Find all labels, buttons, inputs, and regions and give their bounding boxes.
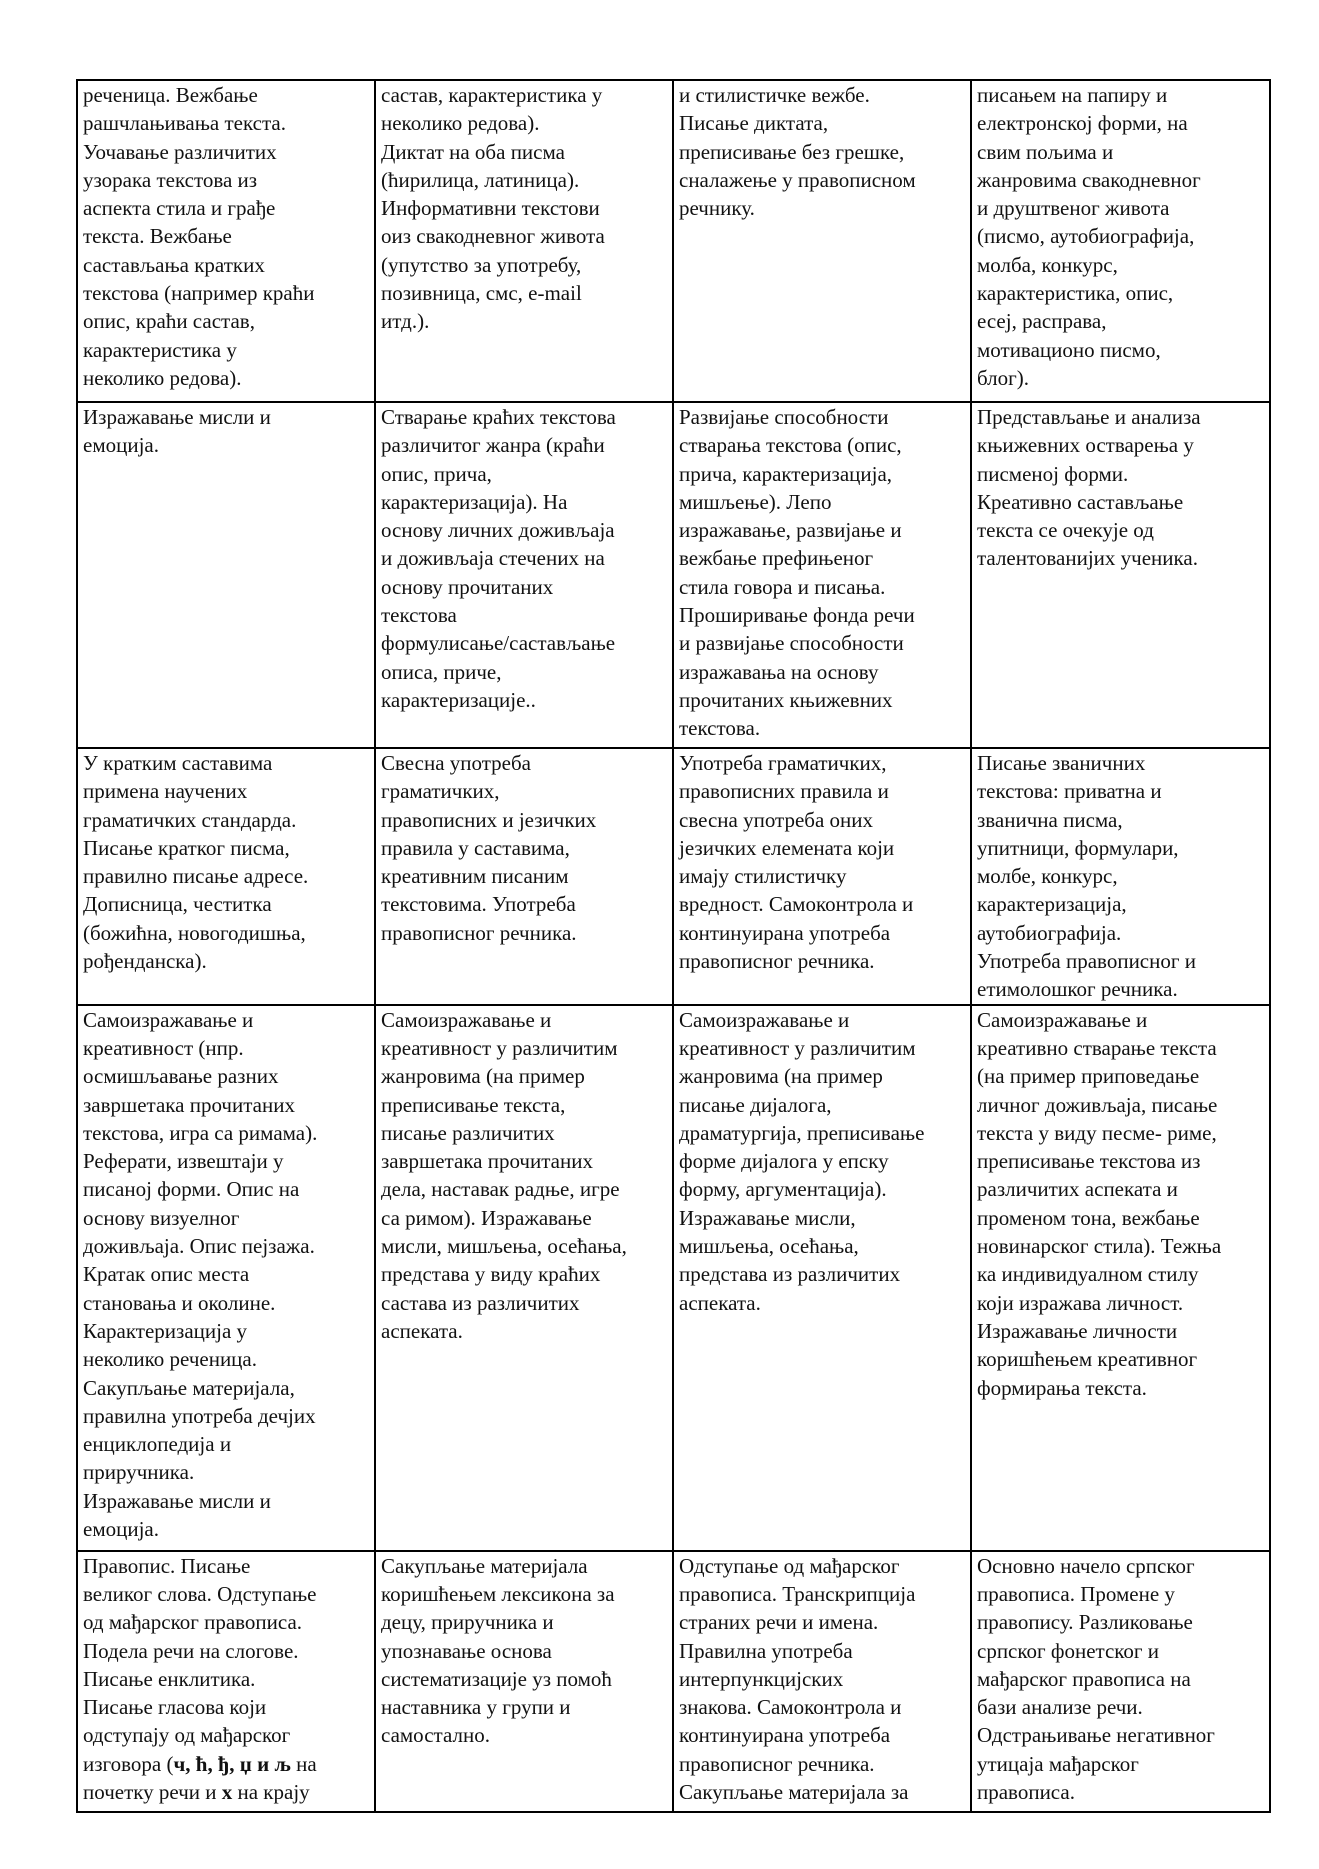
table-cell (673, 402, 971, 748)
cell-text-line: мишљења, осећања, (679, 1234, 859, 1259)
cell-text-line: (ћирилица, латиница). (381, 167, 580, 192)
cell-text-line: текстова. (679, 716, 761, 741)
cell-text-line: граматичких стандарда. (83, 807, 297, 832)
cell-text-line: Писање кратког писма, (83, 835, 290, 860)
cell-text-line: српског фонетског и (977, 1638, 1160, 1663)
table-row (77, 748, 1270, 1005)
cell-text-line: језичких елемената који (679, 835, 895, 860)
table-cell (77, 748, 375, 1005)
cell-text-line: и друштвеног живота (977, 196, 1170, 221)
cell-text-line: правописа. Транскрипција (679, 1581, 916, 1606)
cell-text-line: књижевних остварења у (977, 433, 1194, 458)
cell-text-line: Самоизражавање и (381, 1007, 552, 1032)
table-row (77, 1005, 1270, 1551)
cell-text-line: текста се очекује од (977, 518, 1154, 543)
cell-text-line: вежбање префињеног (679, 546, 874, 571)
cell-text-line: Изражавање мисли, (679, 1205, 856, 1230)
cell-text-line: граматичких, (381, 779, 500, 804)
table-cell (971, 80, 1270, 402)
cell-text-line: основу прочитаних (381, 574, 554, 599)
cell-text-line: састав, карактеристика у (381, 83, 603, 107)
cell-text-line: рођенданска). (83, 949, 207, 974)
cell-text-line: страних речи и имена. (679, 1610, 879, 1635)
cell-text-line: оиз свакодневног живота (381, 224, 605, 249)
cell-text-line: Правилна употреба (679, 1638, 853, 1663)
table-cell (375, 402, 673, 748)
cell-text-line: правила у саставима, (381, 835, 570, 860)
cell-text-line: формирања текста. (977, 1375, 1147, 1400)
cell-text-line: ка индивидуалном стилу (977, 1262, 1199, 1287)
curriculum-table (76, 79, 1271, 1813)
cell-text-line: децу, приручника и (381, 1610, 554, 1635)
cell-text-line: текстовима. Употреба (381, 892, 576, 917)
cell-text-line: мисли, мишљења, осећања, (381, 1234, 627, 1259)
cell-text-line: правописних правила и (679, 779, 889, 804)
cell-text-line: У кратким саставима (83, 751, 273, 775)
cell-text-line: вредност. Самоконтрола и (679, 892, 914, 917)
cell-text-line: итд.). (381, 309, 430, 334)
cell-text-line: самостално. (381, 1723, 490, 1748)
cell-text-line: позивница, смс, e-mail (381, 281, 582, 306)
cell-text-line: састављања кратких (83, 252, 265, 277)
cell-text-line: Свесна употреба (381, 751, 531, 775)
cell-text-line: текста у виду песме- риме, (977, 1120, 1217, 1145)
cell-text-line: становања и околине. (83, 1290, 276, 1315)
cell-text-line: стила говора и писања. (679, 574, 886, 599)
cell-text-line: правописног речника. (679, 949, 875, 974)
cell-text-line: текстова, игра са римама). (83, 1120, 318, 1145)
cell-text-line: прочитаних књижевних (679, 687, 893, 712)
cell-text-line: карактеристика у (83, 337, 237, 362)
cell-text-line: карактеризације.. (381, 687, 536, 712)
cell-text-line: емоција. (83, 1517, 159, 1542)
cell-text-line: правопису. Разликовање (977, 1610, 1193, 1635)
cell-text-line: форму, аргументација). (679, 1177, 887, 1202)
table-cell (77, 402, 375, 748)
cell-text-line: Проширивање фонда речи (679, 603, 915, 628)
cell-text-line: емоција. (83, 433, 159, 458)
cell-text-line: осмишљавање разних (83, 1064, 279, 1089)
cell-text-line: електронској форми, на (977, 111, 1188, 136)
cell-text-line: упитници, формулари, (977, 835, 1179, 860)
cell-text-line: (писмо, аутобиографија, (977, 224, 1195, 249)
cell-text-line: креативним писаним (381, 864, 569, 889)
table-cell (971, 748, 1270, 1005)
cell-text-line: опис, прича, (381, 461, 492, 486)
cell-text-line: етимолошког речника. (977, 977, 1178, 1002)
cell-text-line: са римом). Изражавање (381, 1205, 592, 1230)
table-cell (673, 1551, 971, 1812)
cell-text-line: (упутство за употребу, (381, 252, 582, 277)
cell-text-line: Сакупљање материјала (381, 1553, 588, 1578)
cell-text-line: Подела речи на слогове. (83, 1638, 299, 1663)
cell-text-line: који изражава личност. (977, 1290, 1184, 1315)
cell-text-line: Употреба граматичких, (679, 751, 887, 775)
cell-text-line: представа у виду краћих (381, 1262, 601, 1287)
cell-text-line: Информативни текстови (381, 196, 600, 221)
cell-text-line: систематизације уз помоћ (381, 1666, 612, 1691)
cell-text-line: молба, конкурс, (977, 252, 1118, 277)
cell-text-line: континуирана употреба (679, 1723, 891, 1748)
cell-text-line: личног доживљаја, писање (977, 1092, 1218, 1117)
cell-text-line: креативност у различитим (679, 1035, 916, 1060)
table-cell (77, 1005, 375, 1551)
cell-text-line: писањем на папиру и (977, 83, 1168, 107)
cell-text-line: Карактеризација у (83, 1318, 248, 1343)
cell-text-line: узорака текстова из (83, 167, 258, 192)
cell-text-line: креативност у различитим (381, 1035, 618, 1060)
cell-text-line: Сакупљање материјала за (679, 1780, 909, 1805)
cell-text-line: бази анализе речи. (977, 1695, 1143, 1720)
cell-text-line: Самоизражавање и (679, 1007, 850, 1032)
cell-text-line: имају стилистичку (679, 864, 847, 889)
cell-text-line: писаној форми. Опис на (83, 1177, 300, 1202)
cell-text-line: коришћењем лексикона за (381, 1581, 615, 1606)
cell-text-line: Изражавање мисли и (83, 405, 271, 429)
table-cell (673, 80, 971, 402)
cell-text-line: Одступање од мађарског (679, 1553, 900, 1578)
cell-text-line: креативно стварање текста (977, 1035, 1217, 1060)
cell-text-line: мишљење). Лепо (679, 489, 832, 514)
cell-text-line: примена научених (83, 779, 248, 804)
table-row (77, 80, 1270, 402)
cell-text-line: карактеристика, опис, (977, 281, 1174, 306)
cell-text-line: и доживљаја стечених на (381, 546, 605, 571)
table-cell (673, 1005, 971, 1551)
cell-text-line: од мађарског правописа. (83, 1610, 303, 1635)
cell-text-line: жанровима (на пример (679, 1064, 883, 1089)
cell-text-line: текстова (например краћи (83, 281, 315, 306)
cell-text-line: Писање гласова који (83, 1695, 267, 1720)
cell-text-line: наставника у групи и (381, 1695, 571, 1720)
cell-text-line: текстова: приватна и (977, 779, 1162, 804)
table-cell (375, 1005, 673, 1551)
cell-text-line: правилна употреба дечјих (83, 1403, 316, 1428)
cell-text-line: описа, приче, (381, 659, 502, 684)
cell-text-line: преписивање без грешке, (679, 139, 905, 164)
cell-text-line: рашчлањивања текста. (83, 111, 286, 136)
cell-text-line: неколико реченица. (83, 1347, 257, 1372)
cell-text-line: текстова (381, 603, 457, 628)
cell-text-line: изражавање, развијање и (679, 518, 902, 543)
table-cell (77, 80, 375, 402)
cell-text-line: писање дијалога, (679, 1092, 832, 1117)
table-cell (971, 1005, 1270, 1551)
cell-text-line: мађарског правописа на (977, 1666, 1191, 1691)
cell-text-line: правилно писање адресе. (83, 864, 309, 889)
cell-text-line: писменој форми. (977, 461, 1129, 486)
cell-text-line: Дописница, честитка (83, 892, 272, 917)
table-cell (673, 748, 971, 1005)
cell-text-line: аутобиографија. (977, 920, 1122, 945)
cell-text-line: жанровима (на пример (381, 1064, 585, 1089)
cell-text-line: Развијање способности (679, 405, 889, 429)
cell-text-line: аспеката. (679, 1290, 761, 1315)
cell-text-line: свесна употреба оних (679, 807, 874, 832)
cell-text-line: правописних и језичких (381, 807, 597, 832)
cell-text-line: писање различитих (381, 1120, 555, 1145)
cell-text-line: представа из различитих (679, 1262, 901, 1287)
cell-text-line: изговора (ч, ћ, ђ, џ и љ на (83, 1751, 317, 1776)
cell-text-line: форме дијалога у епску (679, 1149, 889, 1174)
cell-text-line: састава из различитих (381, 1290, 580, 1315)
cell-text-line: Представљање и анализа (977, 405, 1201, 429)
cell-text-line: речнику. (679, 196, 755, 221)
cell-text-line: почетку речи и х на крају (83, 1780, 310, 1805)
cell-text-line: знакова. Самоконтрола и (679, 1695, 902, 1720)
table-cell (77, 1551, 375, 1812)
cell-text-line: карактеризација, (977, 892, 1127, 917)
cell-text-line: правописа. (977, 1780, 1075, 1805)
cell-text-line: Писање званичних (977, 751, 1146, 775)
cell-text-line: различитих аспеката и (977, 1177, 1178, 1202)
cell-text-line: континуирана употреба (679, 920, 891, 945)
cell-text-line: дела, наставак радње, игре (381, 1177, 620, 1202)
cell-text-line: основу личних доживљаја (381, 518, 615, 543)
cell-text-line: драматургија, преписивање (679, 1120, 925, 1145)
cell-text-line: правописног речника. (381, 920, 577, 945)
table-row (77, 1551, 1270, 1812)
cell-text-line: опис, краћи састав, (83, 309, 255, 334)
cell-text-line: упознавање основа (381, 1638, 552, 1663)
cell-text-line: различитог жанра (краћи (381, 433, 605, 458)
cell-text-line: (на пример приповедање (977, 1064, 1200, 1089)
cell-text-line: Сакупљање материјала, (83, 1375, 295, 1400)
cell-text-line: свим пољима и (977, 139, 1114, 164)
cell-text-line: изражавања на основу (679, 659, 879, 684)
cell-text-line: Изражавање личности (977, 1318, 1178, 1343)
cell-text-line: правописа. Промене у (977, 1581, 1175, 1606)
cell-text-line: преписивање текстова из (977, 1149, 1201, 1174)
cell-text-line: коришћењем креативног (977, 1347, 1198, 1372)
cell-text-line: званична писма, (977, 807, 1123, 832)
cell-text-line: основу визуелног (83, 1205, 240, 1230)
cell-text-line: преписивање текста, (381, 1092, 566, 1117)
cell-text-line: интерпункцијских (679, 1666, 844, 1691)
cell-text-line: Писање енклитика. (83, 1666, 256, 1691)
cell-text-line: Писање диктата, (679, 111, 829, 136)
table-cell (375, 748, 673, 1005)
cell-text-line: и стилистичке вежбе. (679, 83, 870, 107)
cell-text-line: Стварање краћих текстова (381, 405, 616, 429)
cell-text-line: формулисање/састављање (381, 631, 616, 656)
cell-text-line: одступају од мађарског (83, 1723, 291, 1748)
cell-text-line: Уочавање различитих (83, 139, 277, 164)
cell-text-line: правописног речника. (679, 1751, 875, 1776)
table-cell (971, 402, 1270, 748)
cell-text-line: аспеката. (381, 1318, 463, 1343)
cell-text-line: и развијање способности (679, 631, 904, 656)
table-row (77, 402, 1270, 748)
cell-text-line: Кратак опис места (83, 1262, 250, 1287)
cell-text-line: великог слова. Одступање (83, 1581, 317, 1606)
cell-text-line: Изражавање мисли и (83, 1488, 271, 1513)
cell-text-line: мотивационо писмо, (977, 337, 1161, 362)
cell-text-line: приручника. (83, 1460, 195, 1485)
cell-text-line: текста. Вежбање (83, 224, 232, 249)
cell-text-line: Правопис. Писање (83, 1553, 251, 1578)
cell-text-line: (божићна, новогодишња, (83, 920, 306, 945)
cell-text-line: доживљаја. Опис пејзажа. (83, 1234, 315, 1259)
cell-text-line: жанровима свакодневног (977, 167, 1201, 192)
table-cell (971, 1551, 1270, 1812)
cell-text-line: есеј, расправа, (977, 309, 1107, 334)
cell-text-line: креативност (нпр. (83, 1035, 244, 1060)
cell-text-line: неколико редова). (83, 365, 242, 390)
cell-text-line: Самоизражавање и (83, 1007, 254, 1032)
table-cell (375, 80, 673, 402)
cell-text-line: утицаја мађарског (977, 1751, 1139, 1776)
cell-text-line: Реферати, извештаји у (83, 1149, 284, 1174)
cell-text-line: Употреба правописног и (977, 949, 1196, 974)
cell-text-line: талентованијих ученика. (977, 546, 1198, 571)
cell-text-line: молбе, конкурс, (977, 864, 1118, 889)
cell-text-line: прича, карактеризација, (679, 461, 893, 486)
cell-text-line: неколико редова). (381, 111, 540, 136)
cell-text-line: аспекта стила и грађе (83, 196, 276, 221)
cell-text-line: реченица. Вежбање (83, 83, 258, 107)
cell-text-line: завршетака прочитаних (83, 1092, 295, 1117)
cell-text-line: завршетака прочитаних (381, 1149, 593, 1174)
cell-text-line: Диктат на оба писма (381, 139, 565, 164)
cell-text-line: променом тона, вежбање (977, 1205, 1200, 1230)
cell-text-line: Одстрањивање негативног (977, 1723, 1215, 1748)
cell-text-line: карактеризација). На (381, 489, 568, 514)
cell-text-line: сналажење у правописном (679, 167, 916, 192)
cell-text-line: Основно начело српског (977, 1553, 1195, 1578)
cell-text-line: Самоизражавање и (977, 1007, 1148, 1032)
cell-text-line: енциклопедија и (83, 1432, 232, 1457)
cell-text-line: стварања текстова (опис, (679, 433, 902, 458)
table-cell (375, 1551, 673, 1812)
cell-text-line: Креативно састављање (977, 489, 1184, 514)
cell-text-line: новинарског стила). Тежња (977, 1234, 1222, 1259)
cell-text-line: блог). (977, 365, 1029, 390)
